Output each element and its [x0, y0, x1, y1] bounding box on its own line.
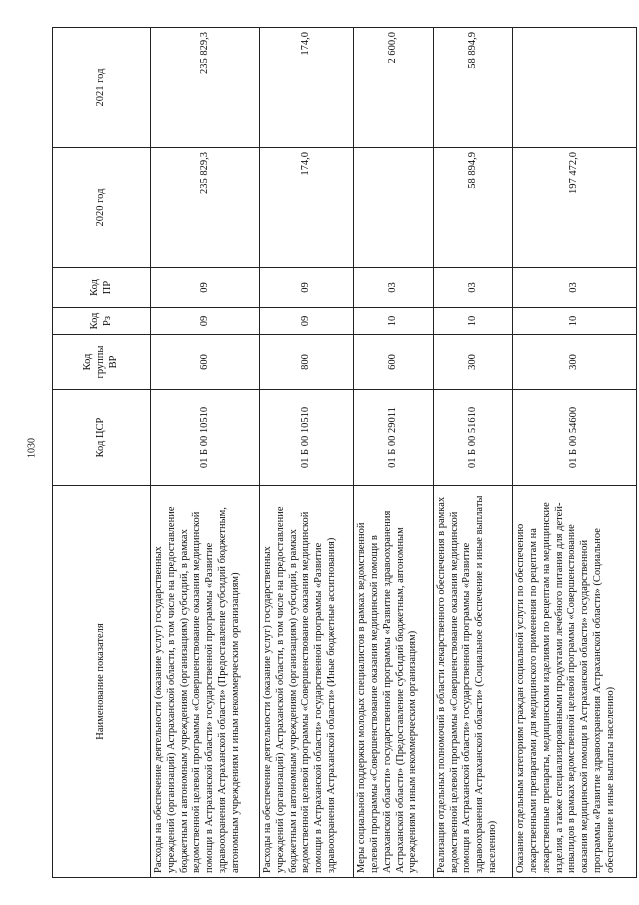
row-2020: 174,0 — [259, 148, 353, 268]
row-vr: 600 — [354, 335, 434, 390]
table-header-row — [53, 28, 151, 878]
row-2020: 58 894,9 — [433, 148, 513, 268]
row-2021: 235 829,3 — [151, 28, 260, 148]
row-csr: 01 Б 00 51610 — [433, 390, 513, 486]
row-2021: 2 600,0 — [354, 28, 434, 148]
row-2021: 174,0 — [259, 28, 353, 148]
row-name: Реализация отдельных полномочий в области лекарственного обеспечения в рамках ведомственной целевой программы «Совершенствование оказания медицинской помощи в Астраханской области» государственной программы «Развитие здравоохранения Астраханской области» (Социальное обеспечение и иные выплаты населению) — [433, 486, 513, 878]
row-2020: 197 472,0 — [513, 148, 637, 268]
row-vr: 300 — [433, 335, 513, 390]
row-pr: 03 — [354, 268, 434, 308]
row-vr: 800 — [259, 335, 353, 390]
row-rz: 09 — [151, 308, 260, 335]
row-name: Расходы на обеспечение деятельности (оказание услуг) государственных учреждений (организаций) Астраханской области, в том числе на предоставление бюджетным и автономным учреждениям (организациям) субсидий, в рамках ведомственной целевой программы «Совершенствование оказания медицинской помощи в Астраханской области» государственной программы «Развитие здравоохранения Астраханской области» (Предоставление субсидий бюджетным, автономным учреждениям и иным некоммерческим организациям) — [151, 486, 260, 878]
header-2020: 2020 год — [53, 148, 151, 268]
table-row — [151, 28, 260, 878]
row-rz: 09 — [259, 308, 353, 335]
page-number: 1030 — [26, 438, 38, 458]
header-name: Наименование показателя — [53, 486, 151, 878]
row-pr: 03 — [513, 268, 637, 308]
header-pr: Код ПР — [53, 268, 151, 308]
row-csr: 01 Б 00 29011 — [354, 390, 434, 486]
row-rz: 10 — [513, 308, 637, 335]
row-csr: 01 Б 00 10510 — [259, 390, 353, 486]
row-2021: 58 894,9 — [433, 28, 513, 148]
row-2021 — [513, 28, 637, 148]
row-pr: 09 — [151, 268, 260, 308]
row-2020: 235 829,3 — [151, 148, 260, 268]
row-rz: 10 — [433, 308, 513, 335]
row-2020 — [354, 148, 434, 268]
row-pr: 03 — [433, 268, 513, 308]
budget-table — [52, 27, 637, 878]
table-row — [259, 28, 353, 878]
row-vr: 300 — [513, 335, 637, 390]
table-row — [513, 28, 637, 878]
row-rz: 10 — [354, 308, 434, 335]
row-name: Оказание отдельным категориям граждан социальной услуги по обеспечению лекарственными препаратами для медицинского применения по рецептам на лекарственные препараты, медицинскими изделиями по рецептам на медицинские изделия, а также специализированными продуктами лечебного питания для детей-инвалидов в рамках ведомственной целевой программы «Совершенствование оказания медицинской помощи в Астраханской области» государственной программы «Развитие здравоохранения Астраханской области» (Социальное обеспечение и иные выплаты населению) — [513, 486, 637, 878]
budget-table-rotated — [52, 28, 637, 878]
table-row — [433, 28, 513, 878]
header-rz: Код Рз — [53, 308, 151, 335]
header-2021: 2021 год — [53, 28, 151, 148]
row-pr: 09 — [259, 268, 353, 308]
row-csr: 01 Б 00 54600 — [513, 390, 637, 486]
row-csr: 01 Б 00 10510 — [151, 390, 260, 486]
row-vr: 600 — [151, 335, 260, 390]
header-vr: Код группы ВР — [53, 335, 151, 390]
row-name: Расходы на обеспечение деятельности (оказание услуг) государственных учреждений (организаций) Астраханской области, в том числе на предоставление бюджетным и автономным учреждениям (организациям) субсидий, в рамках ведомственной целевой программы «Совершенствование оказания медицинской помощи в Астраханской области» государственной программы «Развитие здравоохранения Астраханской области» (Иные бюджетные ассигнования) — [259, 486, 353, 878]
header-csr: Код ЦСР — [53, 390, 151, 486]
row-name: Меры социальной поддержки молодых специалистов в рамках ведомственной целевой программы «Совершенствование оказания медицинской помощи в Астраханской области» государственной программы «Развитие здравоохранения Астраханской области» (Предоставление субсидий бюджетным, автономным учреждениям и иным некоммерческим организациям) — [354, 486, 434, 878]
table-row — [354, 28, 434, 878]
